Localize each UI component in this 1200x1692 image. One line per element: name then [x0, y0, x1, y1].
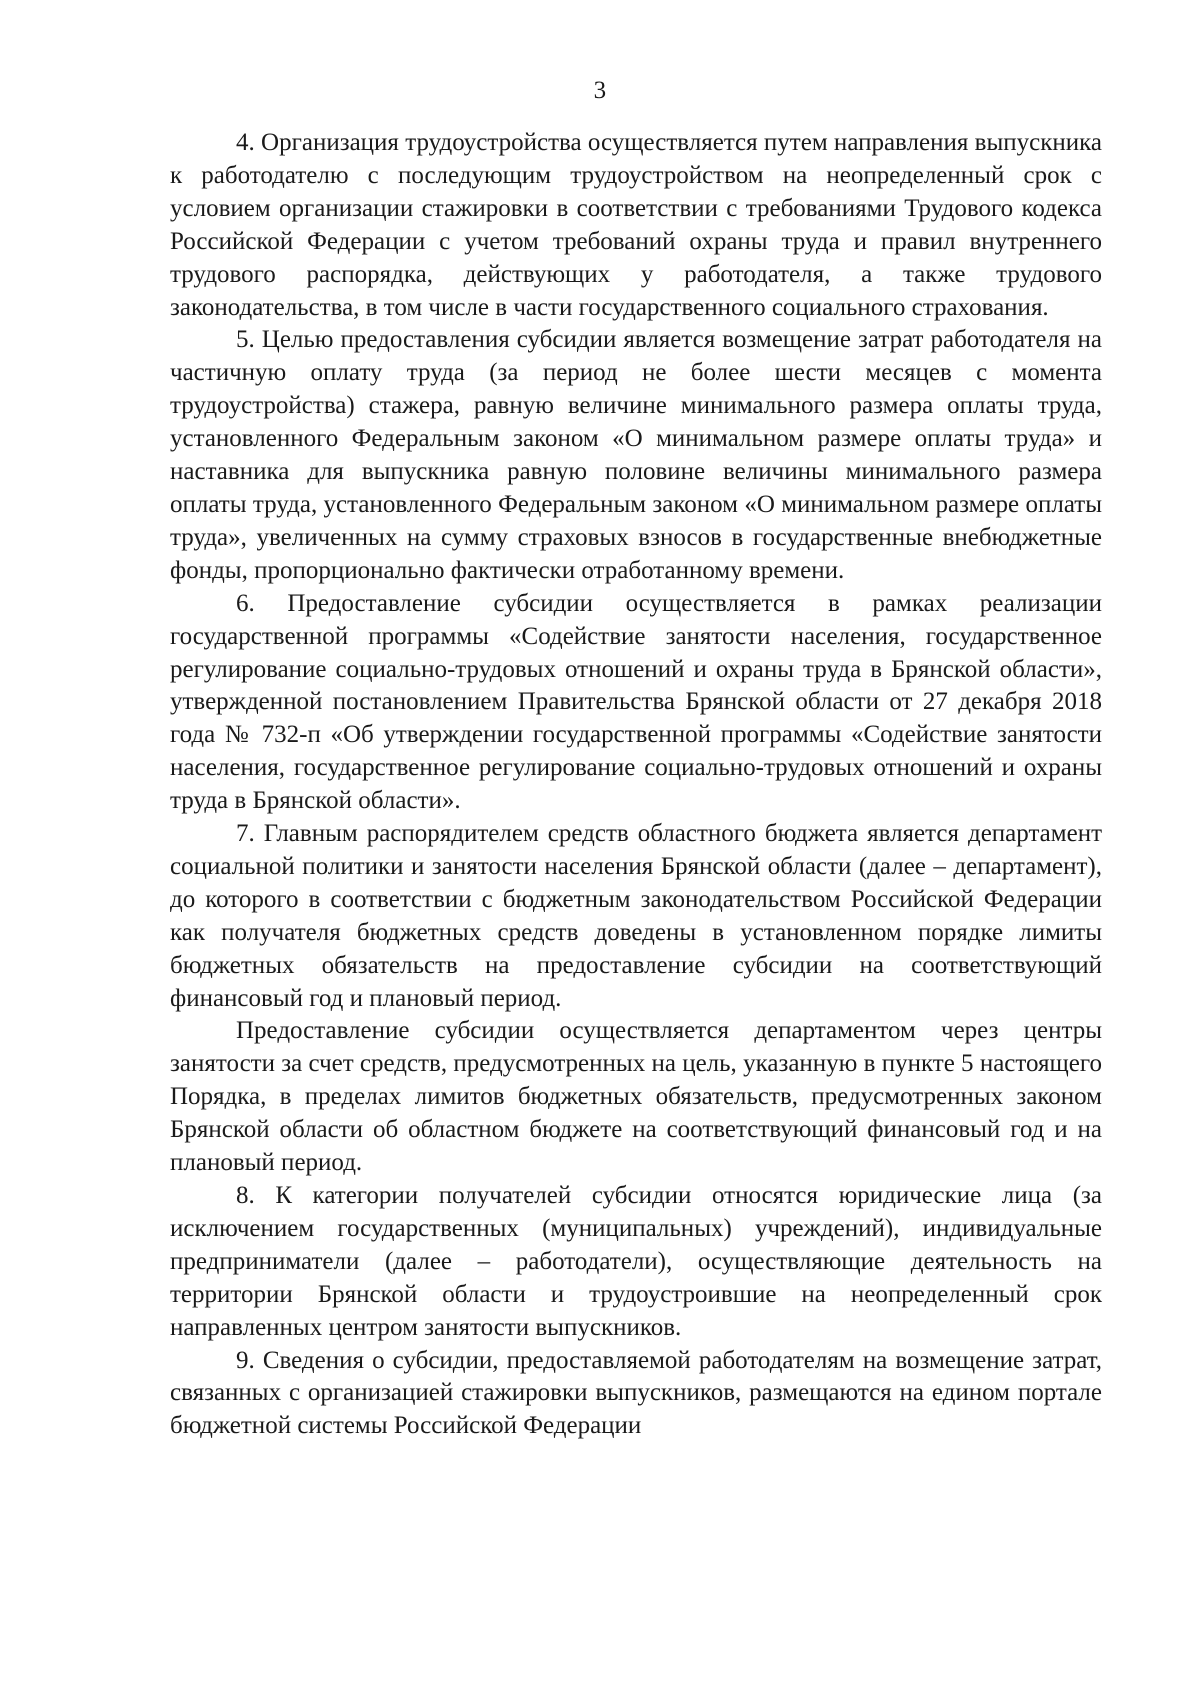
paragraph-9: 9. Сведения о субсидии, предоставляемой работодателям на возмещение затрат, связанных с организацией стажировки выпускников, размещаются на едином портале бюджетной системы Российской Федерации	[170, 1346, 1102, 1440]
document-body	[170, 127, 1102, 1443]
paragraph-6: 6. Предоставление субсидии осуществляется в рамках реализации государственной программы «Содействие занятости населения, государственное регулирование социально-трудовых отношений и охраны труда в Брянской области», утвержденной постановлением Правительства Брянской области от 27 декабря 2018 года № 732-п «Об утверждении государственной программы «Содействие занятости населения, государственное регулирование социально-трудовых отношений и охраны труда в Брянской области».	[170, 589, 1102, 815]
paragraph-4: 4. Организация трудоустройства осуществляется путем направления выпускника к работодателю с последующим трудоустройством на неопределенный срок с условием организации стажировки в соответствии с требованиями Трудового кодекса Российской Федерации с учетом требований охраны труда и правил внутреннего трудового распорядка, действующих у работодателя, а также трудового законодательства, в том числе в части государственного социального страхования.	[170, 129, 1102, 321]
paragraph-7-continuation: Предоставление субсидии осуществляется департаментом через центры занятости за счет средств, предусмотренных на цель, указанную в пункте 5 настоящего Порядка, в пределах лимитов бюджетных обязательств, предусмотренных законом Брянской области об областном бюджете на соответствующий финансовый год и на плановый период.	[170, 1017, 1102, 1177]
page-number: 3	[593, 77, 607, 104]
paragraph-5: 5. Целью предоставления субсидии является возмещение затрат работодателя на частичную оплату труда (за период не более шести месяцев с момента трудоустройства) стажера, равную величине минимального размера оплаты труда, установленного Федеральным законом «О минимальном размере оплаты труда» и наставника для выпускника равную половине величины минимального размера оплаты труда, установленного Федеральным законом «О минимальном размере оплаты труда», увеличенных на сумму страховых взносов в государственные внебюджетные фонды, пропорционально фактически отработанному времени.	[170, 326, 1102, 584]
paragraph-8: 8. К категории получателей субсидии относятся юридические лица (за исключением государственных (муниципальных) учреждений), индивидуальные предприниматели (далее – работодатели), осуществляющие деятельность на территории Брянской области и трудоустроившие на неопределенный срок направленных центром занятости выпускников.	[170, 1182, 1102, 1341]
paragraph-7: 7. Главным распорядителем средств областного бюджета является департамент социальной политики и занятости населения Брянской области (далее – департамент), до которого в соответствии с бюджетным законодательством Российской Федерации как получателя бюджетных средств доведены в установленном порядке лимиты бюджетных обязательств на предоставление субсидии на соответствующий финансовый год и плановый период.	[170, 820, 1102, 1012]
